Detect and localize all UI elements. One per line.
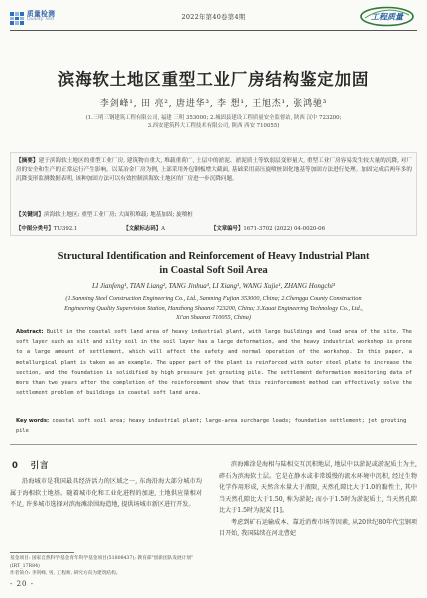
keywords-en: [16, 416, 412, 436]
abstract-cn: [16, 157, 412, 185]
affiliations-cn: [0, 114, 427, 130]
header-rule: [10, 30, 417, 31]
affiliation-line: (1.三明三钢建筑工程有限公司, 福建 三明 353000; 2.城固县建设工程质量安全监督站, 陕西 汉中 723200;: [85, 115, 342, 121]
classification-meta: [16, 224, 412, 232]
page-number: - 20 -: [10, 580, 35, 588]
keywords-label-en: Key words:: [16, 418, 50, 424]
abstract-text-cn: 建于滨海软土地区的重型工业厂房, 建筑物自重大, 堆载重荷广, 土层中的淤泥、淤泥质土等软弱层变形量大, 重型工业厂房容易发生较大量的沉降, 对厂房的安全和生产的正常运行产生影响。以某冶金厂房为例, 上部采用外包钢板增大截面, 基础采用高压旋喷桩固化地基等加固方法进行处理。加固完成后两年多的沉降变形监测数据表明, 该种加固方法可以有效控制滨海软土地区的厂房进一步沉降问题。: [16, 158, 412, 183]
keywords-text-cn: 滨海软土地区; 重型工业厂房; 大面积堆载; 地基加固; 旋喷桩: [43, 212, 193, 218]
clc-number: 【中图分类号】TU392.1: [16, 226, 78, 232]
affiliation-en-line: (1.Sanming Steel Construction Engineering Co., Ltd., Sanming Fujian 353000, China; 2.Chenggu County Construction: [65, 295, 362, 302]
section-number: 0: [12, 460, 19, 470]
authors-cn: 李剑峰¹, 田 亮², 唐进华³, 李 想¹, 王旭杰¹, 张鸿驰³: [99, 99, 328, 109]
journal-name-cn: 质量检测: [27, 10, 56, 18]
abstract-en: [16, 327, 412, 398]
engineering-quality-logo: [359, 6, 415, 27]
title-en-line: in Coastal Soft Soil Area: [159, 265, 268, 276]
keywords-cn: [16, 211, 412, 219]
funding-note: 基金项目: 国家自然科学基金青年科学基金项目(51808437); 教育部"创新团队发展计划"(IRT_17R84): [10, 556, 194, 569]
body-paragraph: 滨海滩涂是海相与陆相交互沉积地层, 地层中以淤泥或淤泥质土为主, 碎石为滨海软土层。它是在静水或非常缓慢的流水环境中沉积, 经过生物化学作用形成, 天然含水量大于液限, 天然孔隙比大于1.0的黏性土, 其中当天然孔隙比大于1.50, 称为淤泥; 而小于1.5时为淤泥质土, 当天然孔隙比大于1.5时为泥炭 [1]。: [219, 461, 417, 514]
issue-info: 2022年第40卷第4期: [181, 13, 246, 21]
affiliation-en-line: Xi'an Shaanxi 710055, China): [176, 314, 251, 322]
affiliations-en: [40, 294, 387, 323]
keywords-text-en: coastal soft soil area; heavy industrial plant; large-area surcharge loads; foundation settlement; jet grouting pile: [16, 418, 407, 435]
section-divider: [10, 444, 417, 445]
journal-name-en: Quality Test: [27, 16, 55, 22]
author-bio-note: 作者简介: 李剑峰, 男, 工程师, 研究方向为建筑结构。: [10, 571, 121, 577]
affiliation-en-line: Engineering Quality Supervision Station, Hanzhong Shaanxi 723200, China; 3.Xauat Engineering Technology Co., Ltd.,: [64, 304, 363, 312]
title-en-line: Structural Identification and Reinforcement of Heavy Industrial Plant: [57, 251, 370, 262]
footnote: [10, 555, 205, 578]
footnote-rule: [10, 552, 74, 553]
section-title: 引言: [30, 460, 50, 470]
keywords-label-cn: 【关键词】: [16, 212, 44, 218]
body-paragraph: 考虑到矿石运输成本、靠近消费市场等因素, 从20世纪80年代宝钢项目开始, 我国陆续在河北曹妃: [219, 518, 417, 537]
abstract-text-en: Built in the coastal soft land area of heavy industrial plant, with large buildings and load area of the site. The soft layer such as silt and silty soil in the soil layer has a large deformation, and the heavy industrial workshop is prone to a large amount of settlement, which will affect the safety and normal operation of the workshop. In this paper, a metallurgical plant is taken as an example. The upper part of the plant is reinforced with outer steel plate to increase the section, and the foundation is solidified by high pressure jet grouting pile. The settlement deformation monitoring data of more than two years after the completion of the reinforcement show that this reinforcement method can effectively solve the settlement problem of buildings in coastal soft land area.: [16, 329, 412, 397]
abstract-label-en: Abstract:: [16, 329, 44, 335]
document-code: 【文献标志码】A: [123, 226, 165, 232]
article-title-en: [0, 250, 427, 278]
article-title-cn: 滨海软土地区重型工业厂房结构鉴定加固: [57, 70, 370, 89]
article-id: 【文章编号】1671-3702 (2022) 04-0020-06: [210, 226, 326, 232]
affiliation-line: 3.西安建筑科大工程技术有限公司, 陕西 西安 710055): [147, 123, 280, 130]
body-paragraph-left: 沿海城市是我国最具经济活力的区域之一, 东海沿海大部分城市均属于海相软土地基。随着城市化和工业化进程的加速, 土地供应量相对不足, 许多城市选择对滨海滩涂围海造地, 提供场城市新区进行开发。: [10, 478, 202, 508]
body-column-right: [219, 459, 417, 540]
section-heading: [12, 459, 49, 471]
abstract-label-cn: 【摘要】: [16, 158, 39, 164]
logo-text: 工程质量: [371, 12, 403, 22]
authors-en: LI Jianfeng¹, TIAN Liang², TANG Jinhua³, LI Xiang¹, WANG Xujie¹, ZHANG Hongchi³: [92, 282, 335, 290]
